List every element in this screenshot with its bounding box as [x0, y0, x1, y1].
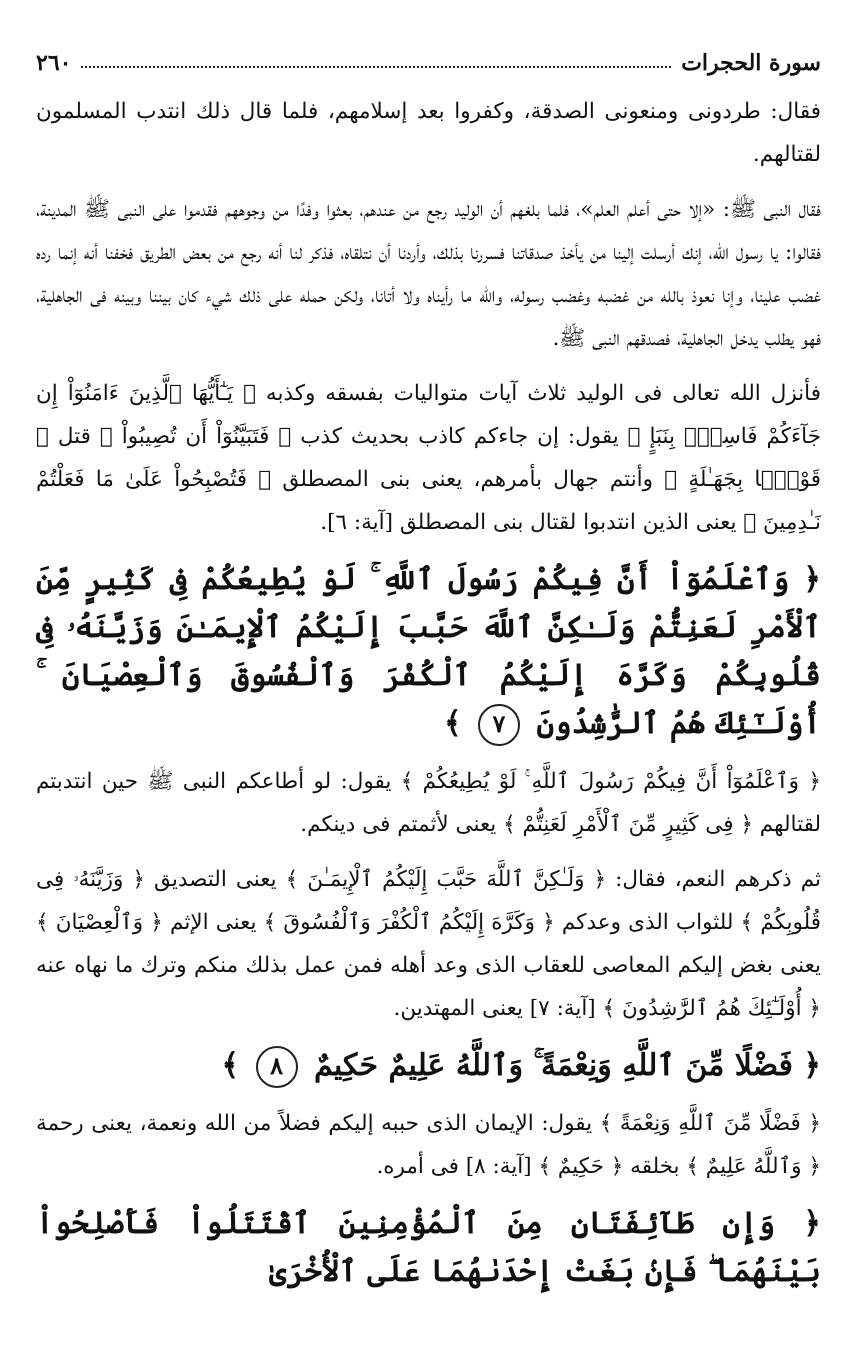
paragraph-6: ﴿ فَضْلًا مِّنَ ٱللَّهِ وَنِعْمَةً ﴾ يقول: الإيمان الذى حببه إليكم فضلاً من الله ونعمة، يعنى رحمة ﴿ وَٱللَّهُ عَلِيمٌ ﴾ بخلقه ﴿ حَكِيمٌ ﴾ [آية: ٨] فى أمره.	[36, 1111, 821, 1179]
page-header	[36, 40, 821, 80]
header-dotted-leader	[81, 66, 671, 68]
ayah-number-mark-8: ٨	[256, 1046, 298, 1088]
paragraph-2: فقال النبى ﷺ: «إلا حتى أعلم العلم»، فلما بلغهم أن الوليد رجع من عندهم، بعثوا وفدًا من وجوههم فقدموا على النبى ﷺ المدينة، فقالوا: يا رسول الله، إنك أرسلت إلينا من يأخذ صدقاتنا فسررنا بذلك، وأردنا أن نتلقاه، فذكر لنا أنه رجع من بعض الطريق فخفنا أنه إنما رده غضب علينا، وإنا نعوذ بالله من غضبه وغضب رسوله، والله ما رأيناه ولا أتانا، ولكن حمله على ذلك شيء كان بيننا وبينه فى الجاهلية، فهو يطلب يدخل الجاهلية، فصدقهم النبى ﷺ.	[36, 197, 821, 351]
paragraph-5: ثم ذكرهم النعم، فقال: ﴿ وَلَـٰكِنَّ ٱللَّهَ حَبَّبَ إِلَيْكُمُ ٱلْإِيمَـٰنَ ﴾ يعنى التصديق ﴿ وَزَيَّنَهُۥ فِى قُلُوبِكُمْ ﴾ للثواب الذى وعدكم ﴿ وَكَرَّهَ إِلَيْكُمُ ٱلْكُفْرَ وَٱلْفُسُوقَ ﴾ يعنى الإثم ﴿ وَٱلْعِصْيَانَ ﴾ يعنى بغض إليكم المعاصى للعقاب الذى وعد أهله فمن عمل بذلك منكم وترك ما نهاه عنه ﴿ أُوْلَـٰٓئِكَ هُمُ ٱلرَّٰشِدُونَ ﴾ [آية: ٧] يعنى المهتدين.	[36, 867, 821, 1021]
quran-verse-9-partial: ﴿ وَإِن طَآئِفَتَانِ مِنَ ٱلْمُؤْمِنِينَ ٱقْتَتَلُواْ فَأَصْلِحُواْ بَيْنَهُمَا ۖ فَإِنۢ بَغَتْ إِحْدَىٰهُمَا عَلَى ٱلْأُخْرَىٰ	[36, 1206, 821, 1289]
quran-verse-8	[36, 1042, 821, 1090]
quran-verse-7	[36, 556, 821, 748]
paragraph-4: ﴿ وَٱعْلَمُوٓاْ أَنَّ فِيكُمْ رَسُولَ ٱللَّهِ ۚ لَوْ يُطِيعُكُمْ ﴾ يقول: لو أطاعكم النبى ﷺ حين انتدبتم لقتالهم ﴿ فِى كَثِيرٍ مِّنَ ٱلْأَمْرِ لَعَنِتُّمْ ﴾ يعنى لأثمتم فى دينكم.	[36, 769, 821, 837]
page-number: ٢٦٠	[36, 50, 72, 76]
verse-7-text: ﴿ وَٱعْلَمُوٓاْ أَنَّ فِيكُمْ رَسُولَ ٱللَّهِ ۚ لَوْ يُطِيعُكُمْ فِى كَثِيرٍ مِّنَ ٱلْأَمْرِ لَعَنِتُّمْ وَلَـٰكِنَّ ٱللَّهَ حَبَّبَ إِلَيْكُمُ ٱلْإِيمَـٰنَ وَزَيَّنَهُۥ فِى قُلُوبِكُمْ وَكَرَّهَ إِلَيْكُمُ ٱلْكُفْرَ وَٱلْفُسُوقَ وَٱلْعِصْيَانَ ۚ أُوْلَـٰٓئِكَ هُمُ ٱلرَّٰشِدُونَ	[36, 562, 821, 741]
closing-bracket: ﴾	[443, 706, 462, 741]
ayah-number-mark-7: ٧	[478, 704, 520, 746]
book-page	[36, 40, 821, 1350]
paragraph-1: فقال: طردونى ومنعونى الصدقة، وكفروا بعد إسلامهم، فلما قال ذلك انتدب المسلمون لقتالهم.	[36, 99, 821, 167]
closing-bracket: ﴾	[221, 1048, 240, 1083]
paragraph-3: فأنزل الله تعالى فى الوليد ثلاث آيات متواليات بفسقه وكذبه ﴿ يَـٰٓأَيُّهَا ٱلَّذِينَ ءَامَنُوٓاْ إِن جَآءَكُمْ فَاسِقٌۢ بِنَبَإٍ ﴾ يقول: إن جاءكم كاذب بحديث كذب ﴿ فَتَبَيَّنُوٓاْ أَن تُصِيبُواْ ﴾ قتل ﴿ قَوْمًۢا بِجَهَـٰلَةٍ ﴾ وأنتم جهال بأمرهم، يعنى بنى المصطلق ﴿ فَتُصْبِحُواْ عَلَىٰ مَا فَعَلْتُمْ نَـٰدِمِينَ ﴾ يعنى الذين انتدبوا لقتال بنى المصطلق [آية: ٦].	[36, 381, 821, 535]
surah-title: سورة الحجرات	[681, 50, 821, 76]
verse-8-text: ﴿ فَضْلًا مِّنَ ٱللَّهِ وَنِعْمَةً ۚ وَٱللَّهُ عَلِيمٌ حَكِيمٌ	[313, 1048, 821, 1083]
